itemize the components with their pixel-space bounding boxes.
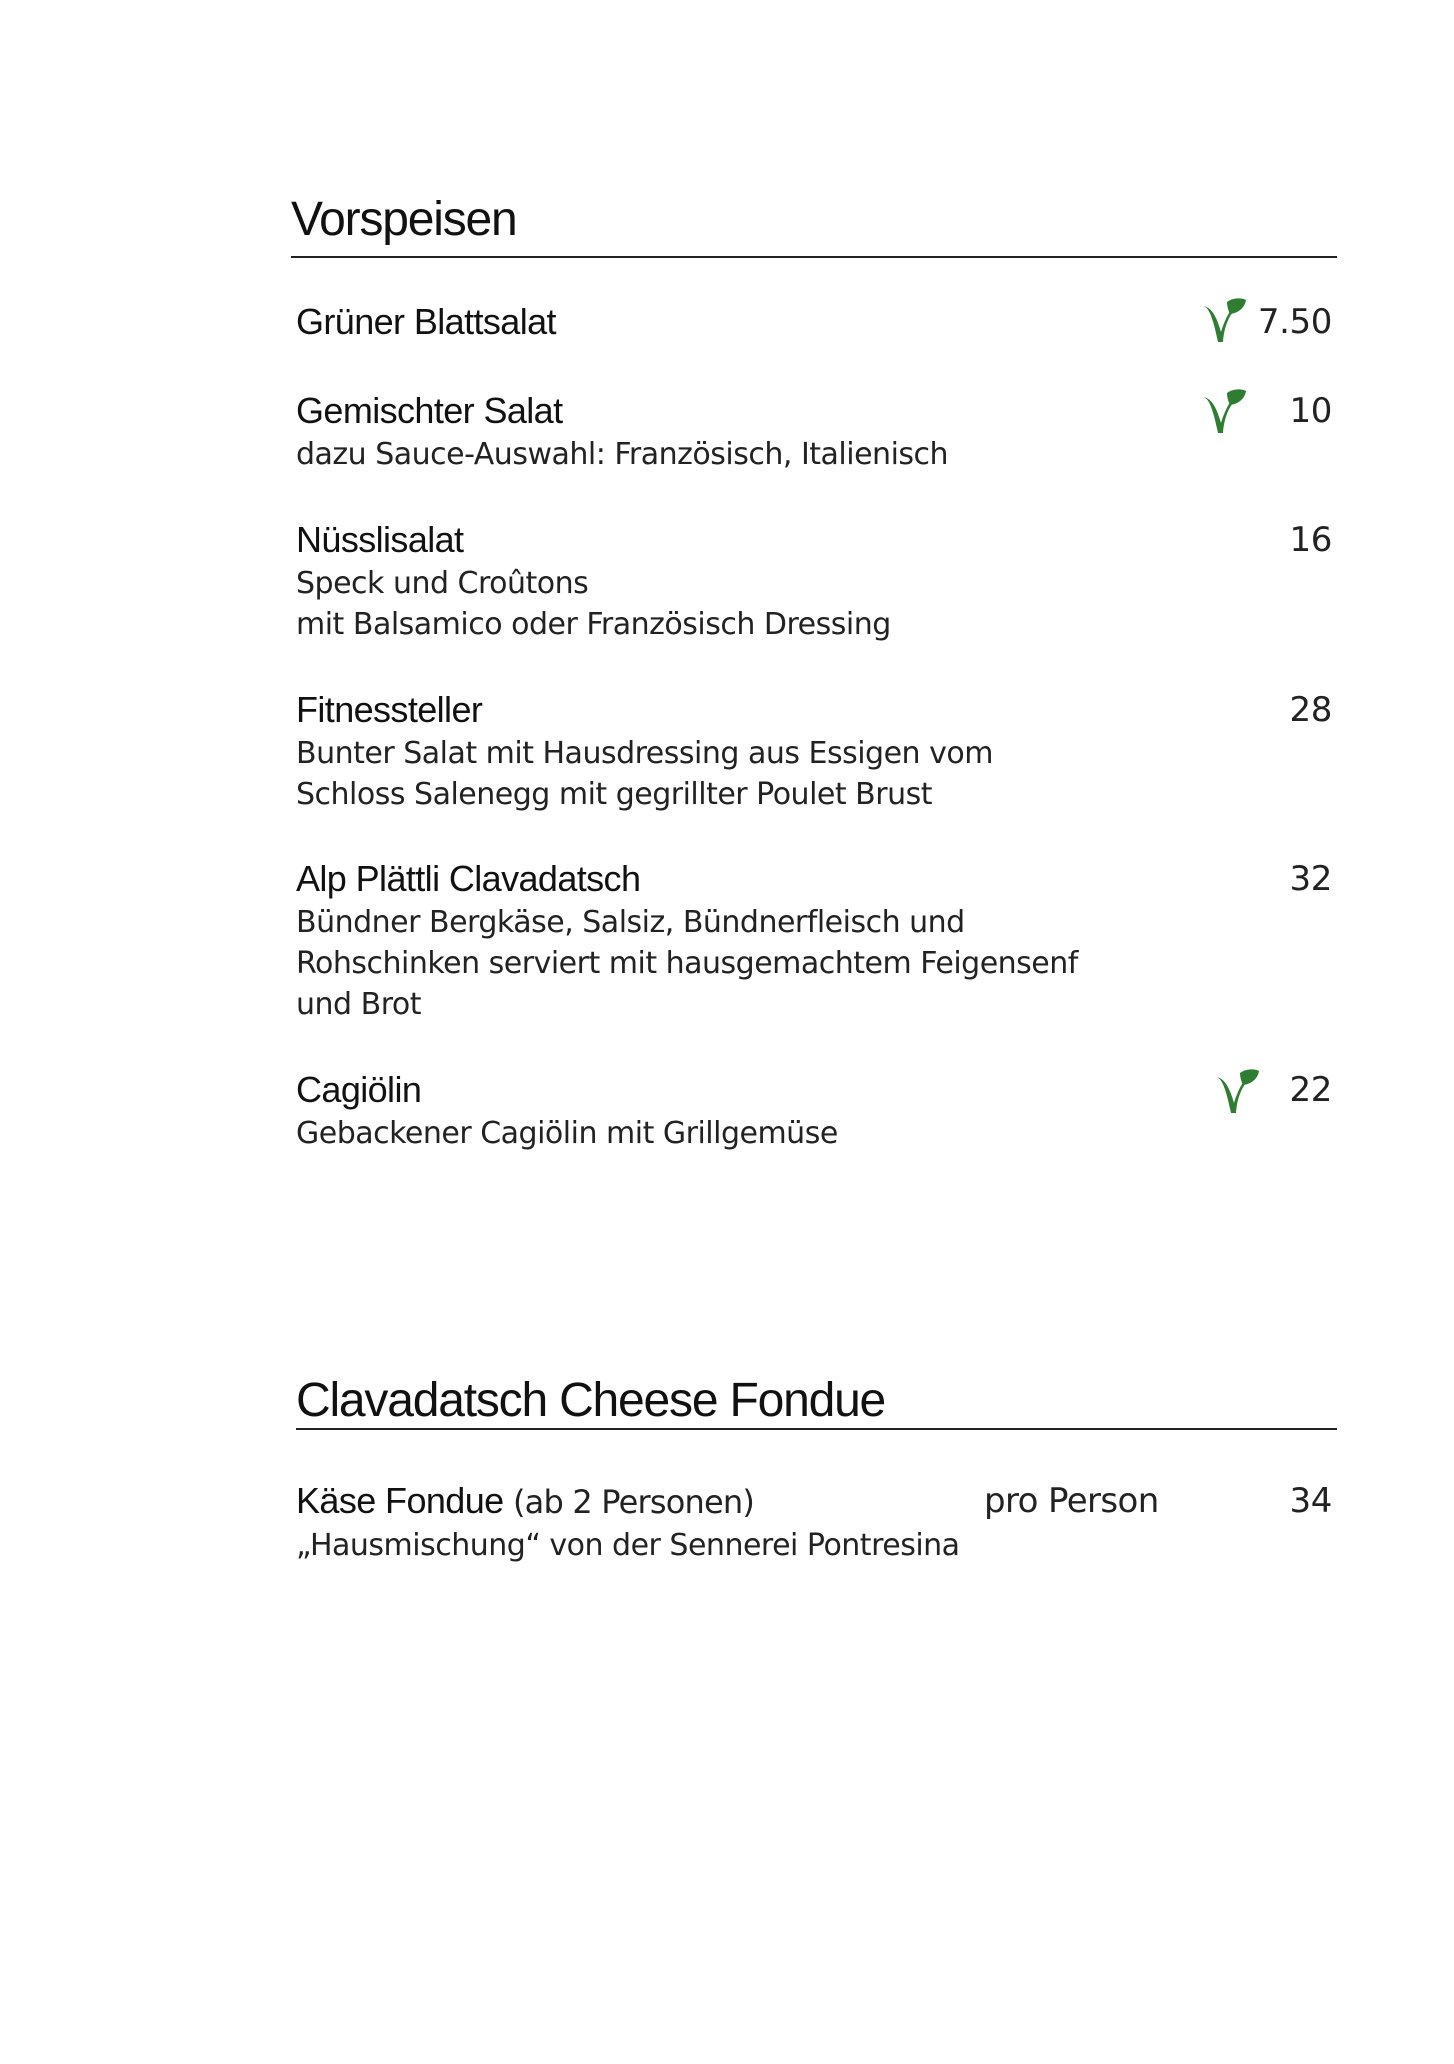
section-title-fondue: Clavadatsch Cheese Fondue (296, 1374, 886, 1427)
item-name-text: Käse Fondue (296, 1480, 504, 1521)
description-line: dazu Sauce-Auswahl: Französisch, Italienisch (296, 437, 949, 472)
item-price: 22 (1289, 1070, 1332, 1110)
item-name (296, 1480, 754, 1522)
description-line: Bunter Salat mit Hausdressing aus Essigen vom (296, 736, 993, 771)
description-line: Rohschinken serviert mit hausgemachtem Feigensenf (296, 946, 1078, 981)
section-divider (291, 256, 1337, 258)
item-name: Fitnessteller (296, 689, 483, 730)
description-line: Speck und Croûtons (296, 566, 589, 601)
item-description (296, 733, 993, 815)
item-description (296, 902, 1078, 1025)
item-name: Grüner Blattsalat (296, 301, 556, 342)
item-name: Gemischter Salat (296, 390, 563, 431)
item-unit: pro Person (984, 1481, 1159, 1521)
item-description (296, 1113, 838, 1154)
item-price: 10 (1289, 391, 1332, 431)
description-line: Bündner Bergkäse, Salsiz, Bündnerfleisch und (296, 905, 965, 940)
item-price: 16 (1289, 520, 1332, 560)
item-description (296, 563, 891, 645)
item-name: Alp Plättli Clavadatsch (296, 858, 641, 899)
item-name: Cagiölin (296, 1069, 422, 1110)
item-name: Nüsslisalat (296, 519, 464, 560)
vegetarian-icon (1200, 389, 1248, 441)
item-description (296, 1525, 960, 1566)
description-line: Gebackener Cagiölin mit Grillgemüse (296, 1116, 838, 1151)
item-price: 28 (1289, 690, 1332, 730)
vegetarian-icon (1200, 298, 1248, 350)
section-title-vorspeisen: Vorspeisen (291, 193, 517, 246)
item-price: 7.50 (1257, 302, 1332, 342)
section-divider (296, 1428, 1337, 1430)
item-price: 32 (1289, 859, 1332, 899)
description-line: und Brot (296, 987, 421, 1022)
description-line: mit Balsamico oder Französisch Dressing (296, 607, 891, 642)
vegetarian-icon (1213, 1069, 1261, 1121)
item-note: (ab 2 Personen) (512, 1483, 755, 1521)
description-line: „Hausmischung“ von der Sennerei Pontresina (296, 1528, 960, 1563)
item-price: 34 (1289, 1481, 1332, 1521)
description-line: Schloss Salenegg mit gegrillter Poulet Brust (296, 777, 932, 812)
item-description (296, 434, 948, 475)
